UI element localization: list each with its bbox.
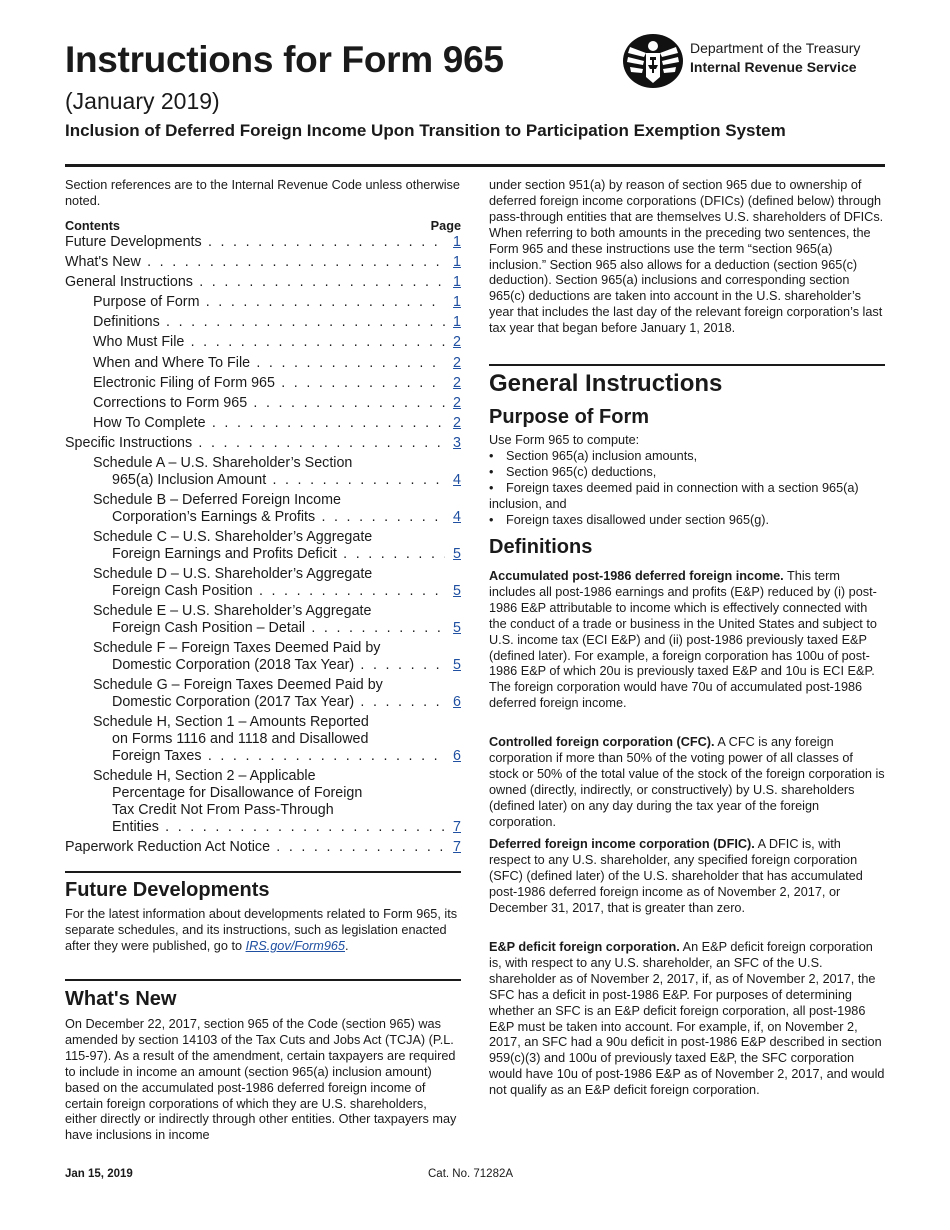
- agency-name: [690, 39, 860, 77]
- toc-item[interactable]: What's New . . . 1: [65, 254, 461, 271]
- definition-paragraph: Deferred foreign income corporation (DFIC). A DFIC is, with respect to any U.S. shareholder, any specified foreign corporation (SFC) (defined later) of the U.S. shareholder that has accumulated post-1986 deferred foreign income as of November 2, 2017, or December 31, 2017, that is greater than zero.: [489, 837, 863, 915]
- toc-item[interactable]: When and Where To File . . . 2: [65, 355, 461, 372]
- definition-paragraph: E&P deficit foreign corporation. An E&P deficit foreign corporation is, with respect to any U.S. shareholder, an SFC of the U.S. shareholder as of November 2, 2017, if, as of November 2, 2017, the SFC has a deficit in post-1986 E&P. For purposes of determining whether an SFC is an E&P deficit foreign corporation, all post-1986 E&P must be taken into account. For example, if, on November 2, 2017, an SFC had a 90u deficit in post-1986 E&P described in section 959(c)(3) and 100u of previously taxed E&P, the SFC corporation would have 10u of post-1986 E&P as of November 2, 2017, and would not qualify as an E&P deficit foreign corporation.: [489, 940, 885, 1098]
- list-item: • Section 965(a) inclusion amounts,: [489, 448, 698, 463]
- continued-text: under section 951(a) by reason of section 965 due to ownership of deferred foreign income corporations (DFICs) (defined below) through pass-through entities that are themselves U.S. shareholders of DFICs. When referring to both amounts in the preceding two sentences, the Form 965 and these instructions use the term “section 965(a) inclusion.” Section 965 also allows for a deduction (section 965(c) deduction). Section 965(a) inclusions and corresponding section 965(c) deductions are taken into account in the U.S. shareholder’s year that includes the last day of the relevant foreign corporation’s last tax year that began before January 1, 2018.: [489, 178, 884, 336]
- list-item: • Foreign taxes disallowed under section 965(g).: [489, 512, 770, 527]
- section-divider: [65, 979, 461, 981]
- toc-item[interactable]: Schedule C – U.S. Shareholder’s Aggregate Foreign Earnings and Profits Deficit . . . 5: [65, 529, 461, 563]
- toc-item[interactable]: Purpose of Form . . . 1: [65, 294, 461, 311]
- list-item: • Foreign taxes deemed paid in connection with a section 965(a) inclusion, and: [489, 480, 859, 511]
- section-divider: [489, 364, 885, 366]
- toc-item[interactable]: Schedule E – U.S. Shareholder’s Aggregate Foreign Cash Position – Detail . . . 5: [65, 603, 461, 637]
- definition-paragraph: Controlled foreign corporation (CFC). A CFC is any foreign corporation if more than 50% of the voting power of all classes of stock or 50% of the total value of the stock of the foreign corporation is owned (directly, indirectly, or constructively) by U.S. shareholders (defined later) on any day during the tax year of the foreign corporation.: [489, 735, 885, 829]
- purpose-of-form-text: Use Form 965 to compute: • Section 965(a) inclusion amounts, • Section 965(c) deductions, • Foreign taxes deemed paid in connection with a section 965(a) inclusion, and • Foreign taxes disallowed under section 965(g).: [489, 433, 885, 528]
- page-title: Instructions for Form 965: [65, 39, 504, 80]
- toc-item[interactable]: Future Developments . . . 1: [65, 234, 461, 251]
- intro-note: Section references are to the Internal Revenue Code unless otherwise noted.: [65, 178, 460, 208]
- toc-item[interactable]: Corrections to Form 965 . . . 2: [65, 395, 461, 412]
- toc-item[interactable]: How To Complete . . . 2: [65, 415, 461, 432]
- toc-item[interactable]: Definitions . . . 1: [65, 314, 461, 331]
- revision-date: (January 2019): [65, 88, 220, 114]
- whats-new-heading: What's New: [65, 988, 177, 1010]
- toc-item[interactable]: Schedule A – U.S. Shareholder’s Section 965(a) Inclusion Amount . . . 4: [65, 455, 461, 489]
- list-item: • Section 965(c) deductions,: [489, 464, 657, 479]
- definition-paragraph: Accumulated post-1986 deferred foreign income. This term includes all post-1986 earnings and profits (E&P) reduced by (i) post-1986 E&P attributable to income which is effectively connected with the conduct of a trade or business in the United States and subject to U.S. income tax (ECI E&P) and (ii) post-1986 previously taxed E&P (defined later). For example, a foreign corporation has 100u of post-1986 E&P of which 20u is previously taxed E&P and 10u is ECI E&P. The foreign corporation would have 70u of accumulated post-1986 deferred foreign income.: [489, 569, 877, 711]
- toc-item[interactable]: Schedule B – Deferred Foreign Income Corporation’s Earnings & Profits . . . 4: [65, 492, 461, 526]
- toc-item[interactable]: Electronic Filing of Form 965 . . . 2: [65, 375, 461, 392]
- catalog-number: Cat. No. 71282A: [428, 1168, 514, 1180]
- future-developments-heading: Future Developments: [65, 879, 270, 901]
- agency-line-1: Department of the Treasury: [690, 40, 861, 56]
- footer-date: Jan 15, 2019: [65, 1168, 133, 1180]
- toc-item[interactable]: General Instructions . . . 1: [65, 274, 461, 291]
- definitions-heading: Definitions: [489, 536, 593, 558]
- section-divider: [65, 871, 461, 873]
- page-label: Page: [430, 219, 461, 233]
- irs-form965-link[interactable]: IRS.gov/Form965: [245, 938, 345, 953]
- toc-item[interactable]: Schedule G – Foreign Taxes Deemed Paid by Domestic Corporation (2017 Tax Year) . . . 6: [65, 677, 461, 711]
- toc-item[interactable]: Specific Instructions . . . 3: [65, 435, 461, 452]
- future-developments-text: For the latest information about developments related to Form 965, its separate schedules, and its instructions, such as legislation enacted after they were published, go to IRS.gov/Form965.: [65, 907, 458, 953]
- purpose-of-form-heading: Purpose of Form: [489, 406, 650, 428]
- toc-item[interactable]: Paperwork Reduction Act Notice . . . 7: [65, 839, 461, 856]
- table-of-contents: [65, 219, 461, 859]
- toc-item[interactable]: Who Must File . . . 2: [65, 334, 461, 351]
- irs-eagle-logo-icon: [622, 33, 684, 89]
- whats-new-text: On December 22, 2017, section 965 of the Code (section 965) was amended by section 14103 of the Tax Cuts and Jobs Act (TCJA) (P.L. 115-97). As a result of the amendment, certain taxpayers are required to include in income an amount (section 965(a) inclusion amount) based on the accumulated post-1986 deferred foreign income of certain foreign corporations of which they are U.S. shareholders, either directly or indirectly through other entities. Other taxpayers may have inclusions in income: [65, 1017, 457, 1143]
- toc-item[interactable]: Schedule H, Section 1 – Amounts Reported on Forms 1116 and 1118 and Disallowed Foreign Taxes . . . 6: [65, 714, 461, 765]
- general-instructions-heading: General Instructions: [489, 370, 723, 397]
- toc-item[interactable]: Schedule D – U.S. Shareholder’s Aggregate Foreign Cash Position . . . 5: [65, 566, 461, 600]
- form-subtitle: Inclusion of Deferred Foreign Income Upon Transition to Participation Exemption System: [65, 121, 786, 140]
- toc-item[interactable]: Schedule F – Foreign Taxes Deemed Paid by Domestic Corporation (2018 Tax Year) . . . 5: [65, 640, 461, 674]
- contents-label: Contents: [65, 219, 120, 233]
- header-divider: [65, 164, 885, 167]
- toc-item[interactable]: Schedule H, Section 2 – Applicable Percentage for Disallowance of Foreign Tax Credit Not From Pass-Through Entities . . . 7: [65, 768, 461, 836]
- agency-line-2: Internal Revenue Service: [690, 59, 857, 75]
